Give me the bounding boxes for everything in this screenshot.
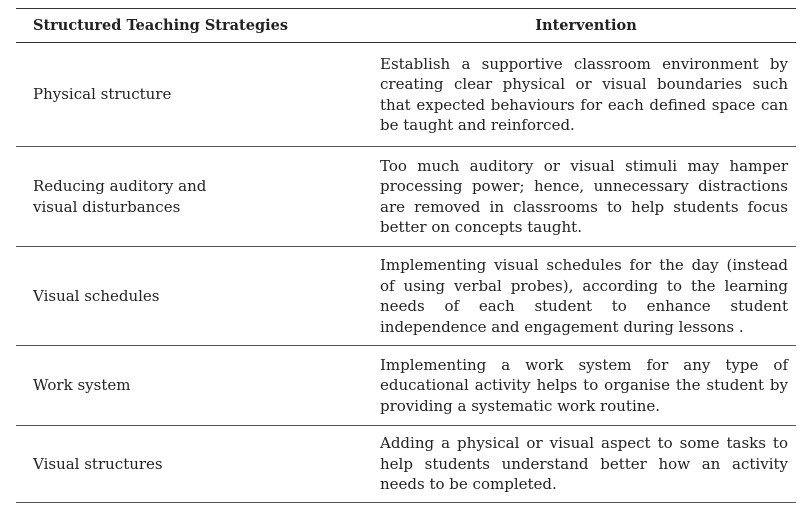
strategy-cell: Visual schedules: [16, 247, 376, 346]
strategy-label-line: Reducing auditory and: [33, 177, 207, 195]
strategy-cell: [16, 147, 376, 247]
table-row: [16, 247, 796, 346]
intervention-cell: Adding a physical or visual aspect to some tasks to help students understand better how an activity needs to be completed.: [376, 426, 796, 503]
intervention-cell: Too much auditory or visual stimuli may hamper processing power; hence, unnecessary distractions are removed in classrooms to help students focus better on concepts taught.: [376, 147, 796, 247]
structured-teaching-table: [16, 8, 796, 503]
table-body: [16, 43, 796, 503]
strategy-cell: Visual structures: [16, 426, 376, 503]
intervention-cell: Implementing a work system for any type of educational activity helps to organise the student by providing a systematic work routine.: [376, 346, 796, 426]
strategy-cell: Physical structure: [16, 43, 376, 147]
header-strategies: Structured Teaching Strategies: [16, 9, 376, 43]
intervention-cell: Establish a supportive classroom environment by creating clear physical or visual boundaries such that expected behaviours for each defined space can be taught and reinforced.: [376, 43, 796, 147]
header-intervention: Intervention: [376, 9, 796, 43]
strategy-label-line: visual disturbances: [33, 197, 181, 216]
table-row: [16, 43, 796, 147]
table-row: [16, 346, 796, 426]
table-row: [16, 147, 796, 247]
header-row: [16, 9, 796, 43]
intervention-cell: Implementing visual schedules for the day (instead of using verbal probes), according to the learning needs of each student to enhance student independence and engagement during lessons .: [376, 247, 796, 346]
strategy-cell: Work system: [16, 346, 376, 426]
table-header: [16, 9, 796, 43]
table-row: [16, 426, 796, 503]
